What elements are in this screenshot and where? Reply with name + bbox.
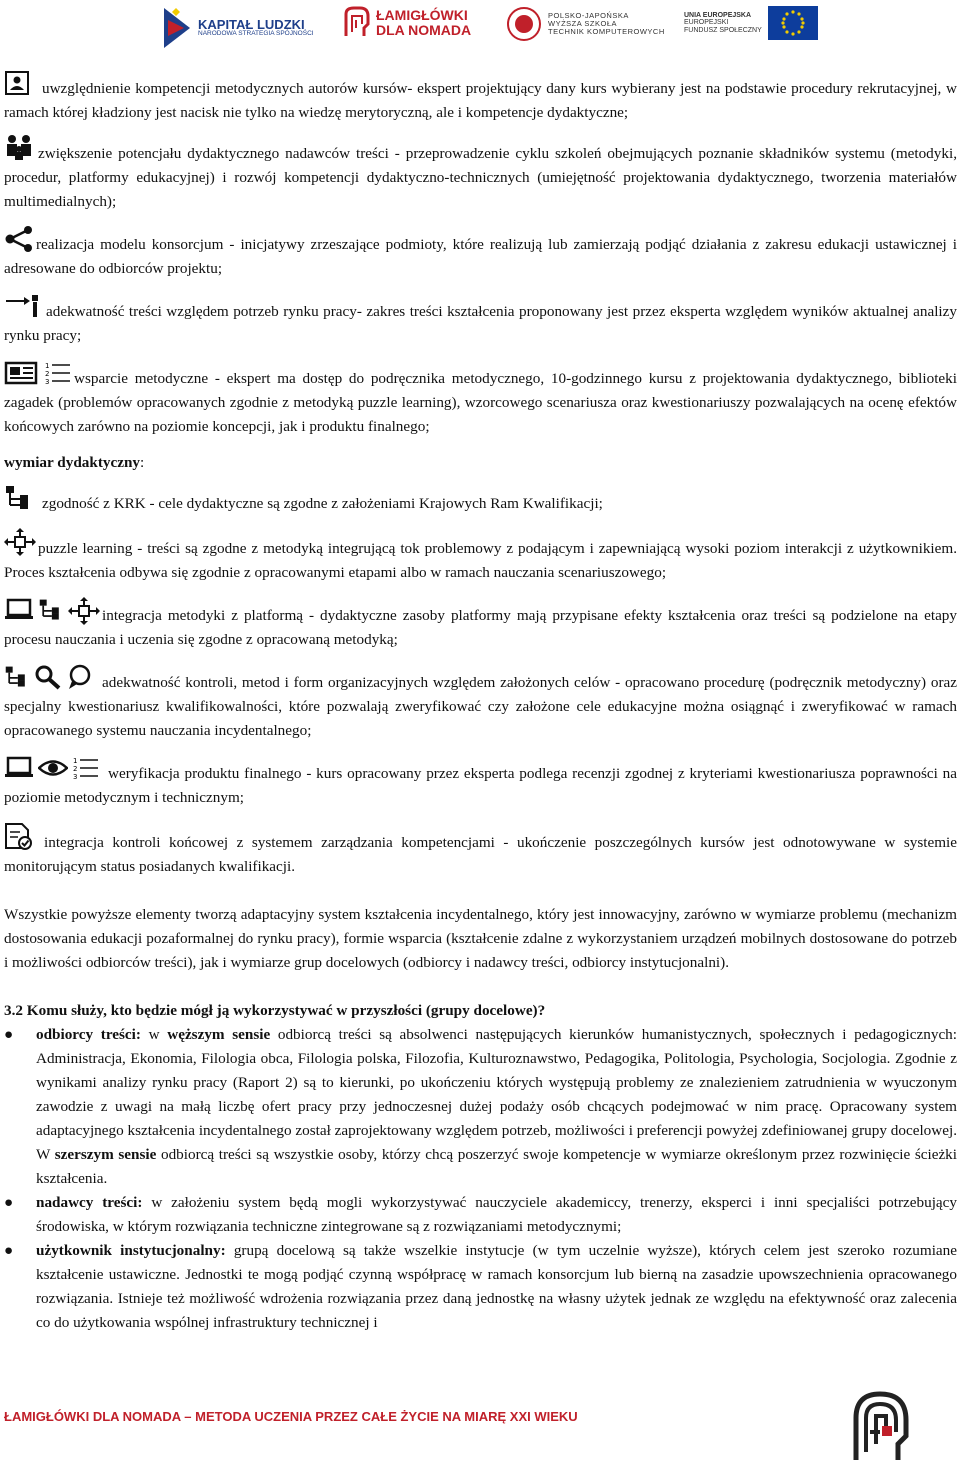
item-final-verification: [4, 755, 957, 810]
bullet3-label: użytkownik instytucjonalny:: [36, 1242, 226, 1259]
laptop-icon: [4, 755, 34, 781]
logo1-title: KAPITAŁ LUDZKI: [198, 16, 305, 32]
newspaper-icon: [4, 360, 40, 386]
logo2-line2: DLA NOMADA: [376, 22, 472, 38]
document-check-icon: [4, 822, 34, 850]
svg-text:2: 2: [73, 765, 78, 773]
laptop-icon: [4, 597, 34, 623]
logo4-line2: EUROPEJSKI: [684, 19, 729, 27]
svg-text:2: 2: [45, 370, 50, 378]
document-body: [4, 70, 957, 1335]
logo3-line1: POLSKO-JAPOŃSKA: [548, 11, 629, 21]
id-card-icon: [4, 70, 32, 96]
speech-bubble-icon: [66, 664, 94, 690]
hierarchy-icon: [4, 485, 34, 511]
move-arrows-icon: [68, 597, 100, 625]
kapital-ludzki-emblem-icon: [162, 6, 192, 50]
bullet-dot: ●: [4, 1242, 14, 1259]
bullet2-text: w założeniu system będą mogli wykorzystywać nauczyciele akademiccy, trenerzy, eksperci i inni specjaliści potrzebujący środowiska, w którym rozwiązania techniczne zintegrowane są z rozwiązaniami metodycznymi;: [36, 1194, 958, 1235]
numbered-list-icon: [72, 755, 100, 781]
item-consortium-text: realizacja modelu konsorcjum - inicjatywy zrzeszające podmioty, które realizują lub zamierzają podjąć działania z zakresu edukacji ustawicznej i adresowane do odbiorców projektu;: [4, 236, 957, 277]
didactic-dimension-label: wymiar dydaktyczny:: [4, 454, 145, 471]
logo2-line1: ŁAMIGŁÓWKI: [376, 7, 468, 24]
people-group-icon: [4, 133, 36, 161]
bullet1-text-b: odbiorcą treści są absolwenci następujących kierunków humanistycznych, społecznych i pedagogicznych: Administracja, Ekonomia, Filologia obca, Filologia polska, Filozofia, Kulturoznawstwo, Pedagogika, Politologia, Psychologia, Socjologia. Zgodnie z wynikami analizy rynku pracy (Raport 2) są to kierunki, po ukończeniu których występują problemy ze znalezieniem zatrudnienia w wyuczonym zawodzie z uwagi na małą liczbę ofert pracy przy jednoczesnej dużej podaży osób chcących podejmować w nim pracę. Opracowany system adaptacyjnego kształcenia incydentalnego został zaprojektowany względem potrzeb, możliwości i preferencji powyżej zdefiniowanej grupy docelowej. W: [36, 1026, 957, 1163]
item-control-adequacy-text: adekwatność kontroli, metod i form organizacyjnych względem założonych celów - opracowano procedurę (podręcznik metodyczny) oraz specjalny kwestionariusz kwalifikowalności, które pozwalają zweryfikować czy założone cele edukacyjne można osiągnąć i zweryfikować w ramach opracowanego systemu nauczania incydentalnego;: [4, 674, 957, 739]
item-consortium: [4, 226, 957, 281]
item-author-competences: [4, 70, 957, 125]
svg-text:3: 3: [45, 378, 50, 386]
bullet2-label: nadawcy treści:: [36, 1194, 143, 1211]
item-puzzle-learning-text: puzzle learning - treści są zgodne z metodyką integrującą tok problemowy z podającym i zapewniającą wysoki poziom interakcji z użytkownikiem. Proces kształcenia odbywa się zgodnie z opracowanymi etapami albo w ramach nauczania scenariuszowego;: [4, 540, 957, 581]
bullet-dot: ●: [4, 1194, 14, 1211]
logo-lamiglowki: [342, 6, 471, 40]
arrow-to-stand-icon: [4, 293, 44, 319]
section-heading-target-groups: 3.2 Komu służy, kto będzie mógł ją wykorzystywać w przyszłości (grupy docelowe)?: [4, 1002, 546, 1019]
bullet1-label: odbiorcy treści:: [36, 1026, 141, 1043]
move-arrows-icon: [4, 528, 36, 556]
item-labour-market: [4, 293, 957, 348]
item-final-verification-text: weryfikacja produktu finalnego - kurs opracowany przez eksperta podlega recenzji zgodnej z kryteriami kwestionariusza poprawności na poziomie metodycznym i technicznym;: [4, 765, 957, 806]
magnifier-icon: [34, 664, 62, 690]
item-methodical-support-text: wsparcie metodyczne - ekspert ma dostęp do podręcznika metodycznego, 10-godzinnego kursu z projektowania dydaktycznego, biblioteki zagadek (problemów opracowanych zgodnie z metodyką puzzle learning), wzorcowego scenariusza oraz kwestionariuszy pozwalających na ocenę efektów końcowych zarówno na poziomie koncepcji, jak i produktu finalnego;: [4, 370, 957, 435]
summary-paragraph: Wszystkie powyższe elementy tworzą adaptacyjny system kształcenia incydentalnego, który jest innowacyjny, zarówno w wymiarze problemu (mechanizm dostosowania edukacji pozaformalnej do rynku pracy), formie wsparcia (kształcenie zdalne z wykorzystaniem urządzeń mobilnych dostosowane do potrzeb i możliwości odbiorców treści), jak i wymiarze grup docelowych (odbiorcy i nadawcy treści, odbiorcy instytucjonalni).: [4, 906, 957, 971]
numbered-list-icon: [44, 360, 72, 386]
svg-text:1: 1: [45, 362, 50, 370]
footer-slogan: ŁAMIGŁÓWKI DLA NOMADA – METODA UCZENIA PRZEZ CAŁE ŻYCIE NA MIARĘ XXI WIEKU: [4, 1409, 578, 1424]
bullet1-bold-narrow: węższym sensie: [167, 1026, 271, 1043]
logo3-line2: WYŻSZA SZKOŁA: [548, 19, 618, 29]
maze-head-footer-icon: [846, 1388, 912, 1462]
logo-pjwstk: [506, 6, 665, 42]
bullet1-text-a: w: [140, 1026, 168, 1043]
logo-kapital-ludzki: [162, 6, 314, 50]
bullet1-text-c: odbiorcą treści są wszystkie osoby, którzy chcą poszerzyć swoje kompetencje w wymiarze określonym przez rozwinięcie ścieżki kształcenia.: [36, 1146, 958, 1187]
eye-icon: [38, 755, 68, 781]
logo4-line3: FUNDUSZ SPOŁECZNY: [684, 26, 762, 34]
bullet-dot: ●: [4, 1026, 14, 1043]
item-platform-integration: [4, 597, 957, 652]
item-puzzle-learning: [4, 528, 957, 585]
item-final-control-text: integracja kontroli końcowej z systemem zarządzania kompetencjami - ukończenie poszczególnych kursów jest odnotowywane w systemie monitorującym status posiadanych kwalifikacji.: [4, 834, 957, 875]
item-krk-text: zgodność z KRK - cele dydaktyczne są zgodne z założeniami Krajowych Ram Kwalifikacji;: [42, 495, 603, 512]
logo3-line3: TECHNIK KOMPUTEROWYCH: [548, 26, 665, 36]
item-labour-market-text: adekwatność treści względem potrzeb rynku pracy- zakres treści kształcenia proponowany jest przez eksperta względem wyników aktualnej analizy rynku pracy;: [4, 303, 957, 344]
header-logos: [0, 0, 960, 60]
item-final-control: [4, 822, 957, 879]
item-author-competences-text: uwzględnienie kompetencji metodycznych autorów kursów- ekspert projektujący dany kurs wybierany jest na podstawie procedury rekrutacyjnej, w ramach której kładziony jest nacisk nie tylko na wiedzę merytoryczną, ale i kompetencje dydaktyczne;: [4, 80, 957, 121]
item-methodical-support: [4, 360, 957, 439]
item-teaching-potential: [4, 133, 957, 214]
bullet-content-senders: [4, 1191, 957, 1239]
svg-text:1: 1: [73, 757, 78, 765]
maze-head-icon: [342, 6, 370, 40]
item-teaching-potential-text: zwiększenie potencjału dydaktycznego nadawców treści - przeprowadzenie cyklu szkoleń obejmujących poznanie składników systemu (metodyki, procedur, platformy edukacyjnej) i rozwój kompetencji dydaktyczno-technicznych (umiejętność projektowania dydaktycznego, tworzenia materiałów multimedialnych);: [4, 145, 957, 210]
bullet-institutional-user: [4, 1239, 957, 1335]
eu-flag-icon: [768, 6, 818, 40]
bullet1-bold-broad: szerszym sensie: [54, 1146, 157, 1163]
logo-eu: [684, 6, 818, 40]
bullet3-text: grupą docelową są także wszelkie instytucje (w tym uczelnie wyższe), których celem jest szeroko rozumiane kształcenie ustawiczne. Jednostki te mogą podjąć czynną współpracę w ramach konsorcjum lub bierną na zasadzie upowszechnienia opracowanego rozwiązania. Istnieje też możliwość wdrożenia rozwiązania przez daną jednostkę na własny użytek jednak ze względu na efektywność oraz zalecenia co do użytkowania wspólnej infrastruktury technicznej i: [36, 1242, 957, 1331]
logo1-sub: NARODOWA STRATEGIA SPÓJNOŚCI: [198, 30, 314, 38]
hierarchy-icon: [4, 664, 30, 690]
svg-text:3: 3: [73, 773, 78, 781]
item-krk: [4, 485, 957, 516]
logo4-line1: UNIA EUROPEJSKA: [684, 11, 752, 19]
item-platform-integration-text: integracja metodyki z platformą - dydaktyczne zasoby platformy mają przypisane efekty kształcenia oraz treści są podzielone na etapy procesu nauczania i uczenia się zgodne z opracowaną metodyką;: [4, 607, 957, 648]
hierarchy-icon: [38, 597, 64, 623]
bullet-content-recipients: [4, 1023, 957, 1191]
item-control-adequacy: [4, 664, 957, 743]
pjwstk-seal-icon: [506, 6, 542, 42]
share-network-icon: [4, 226, 34, 252]
didactic-dimension-heading: wymiar dydaktyczny: [4, 454, 140, 471]
